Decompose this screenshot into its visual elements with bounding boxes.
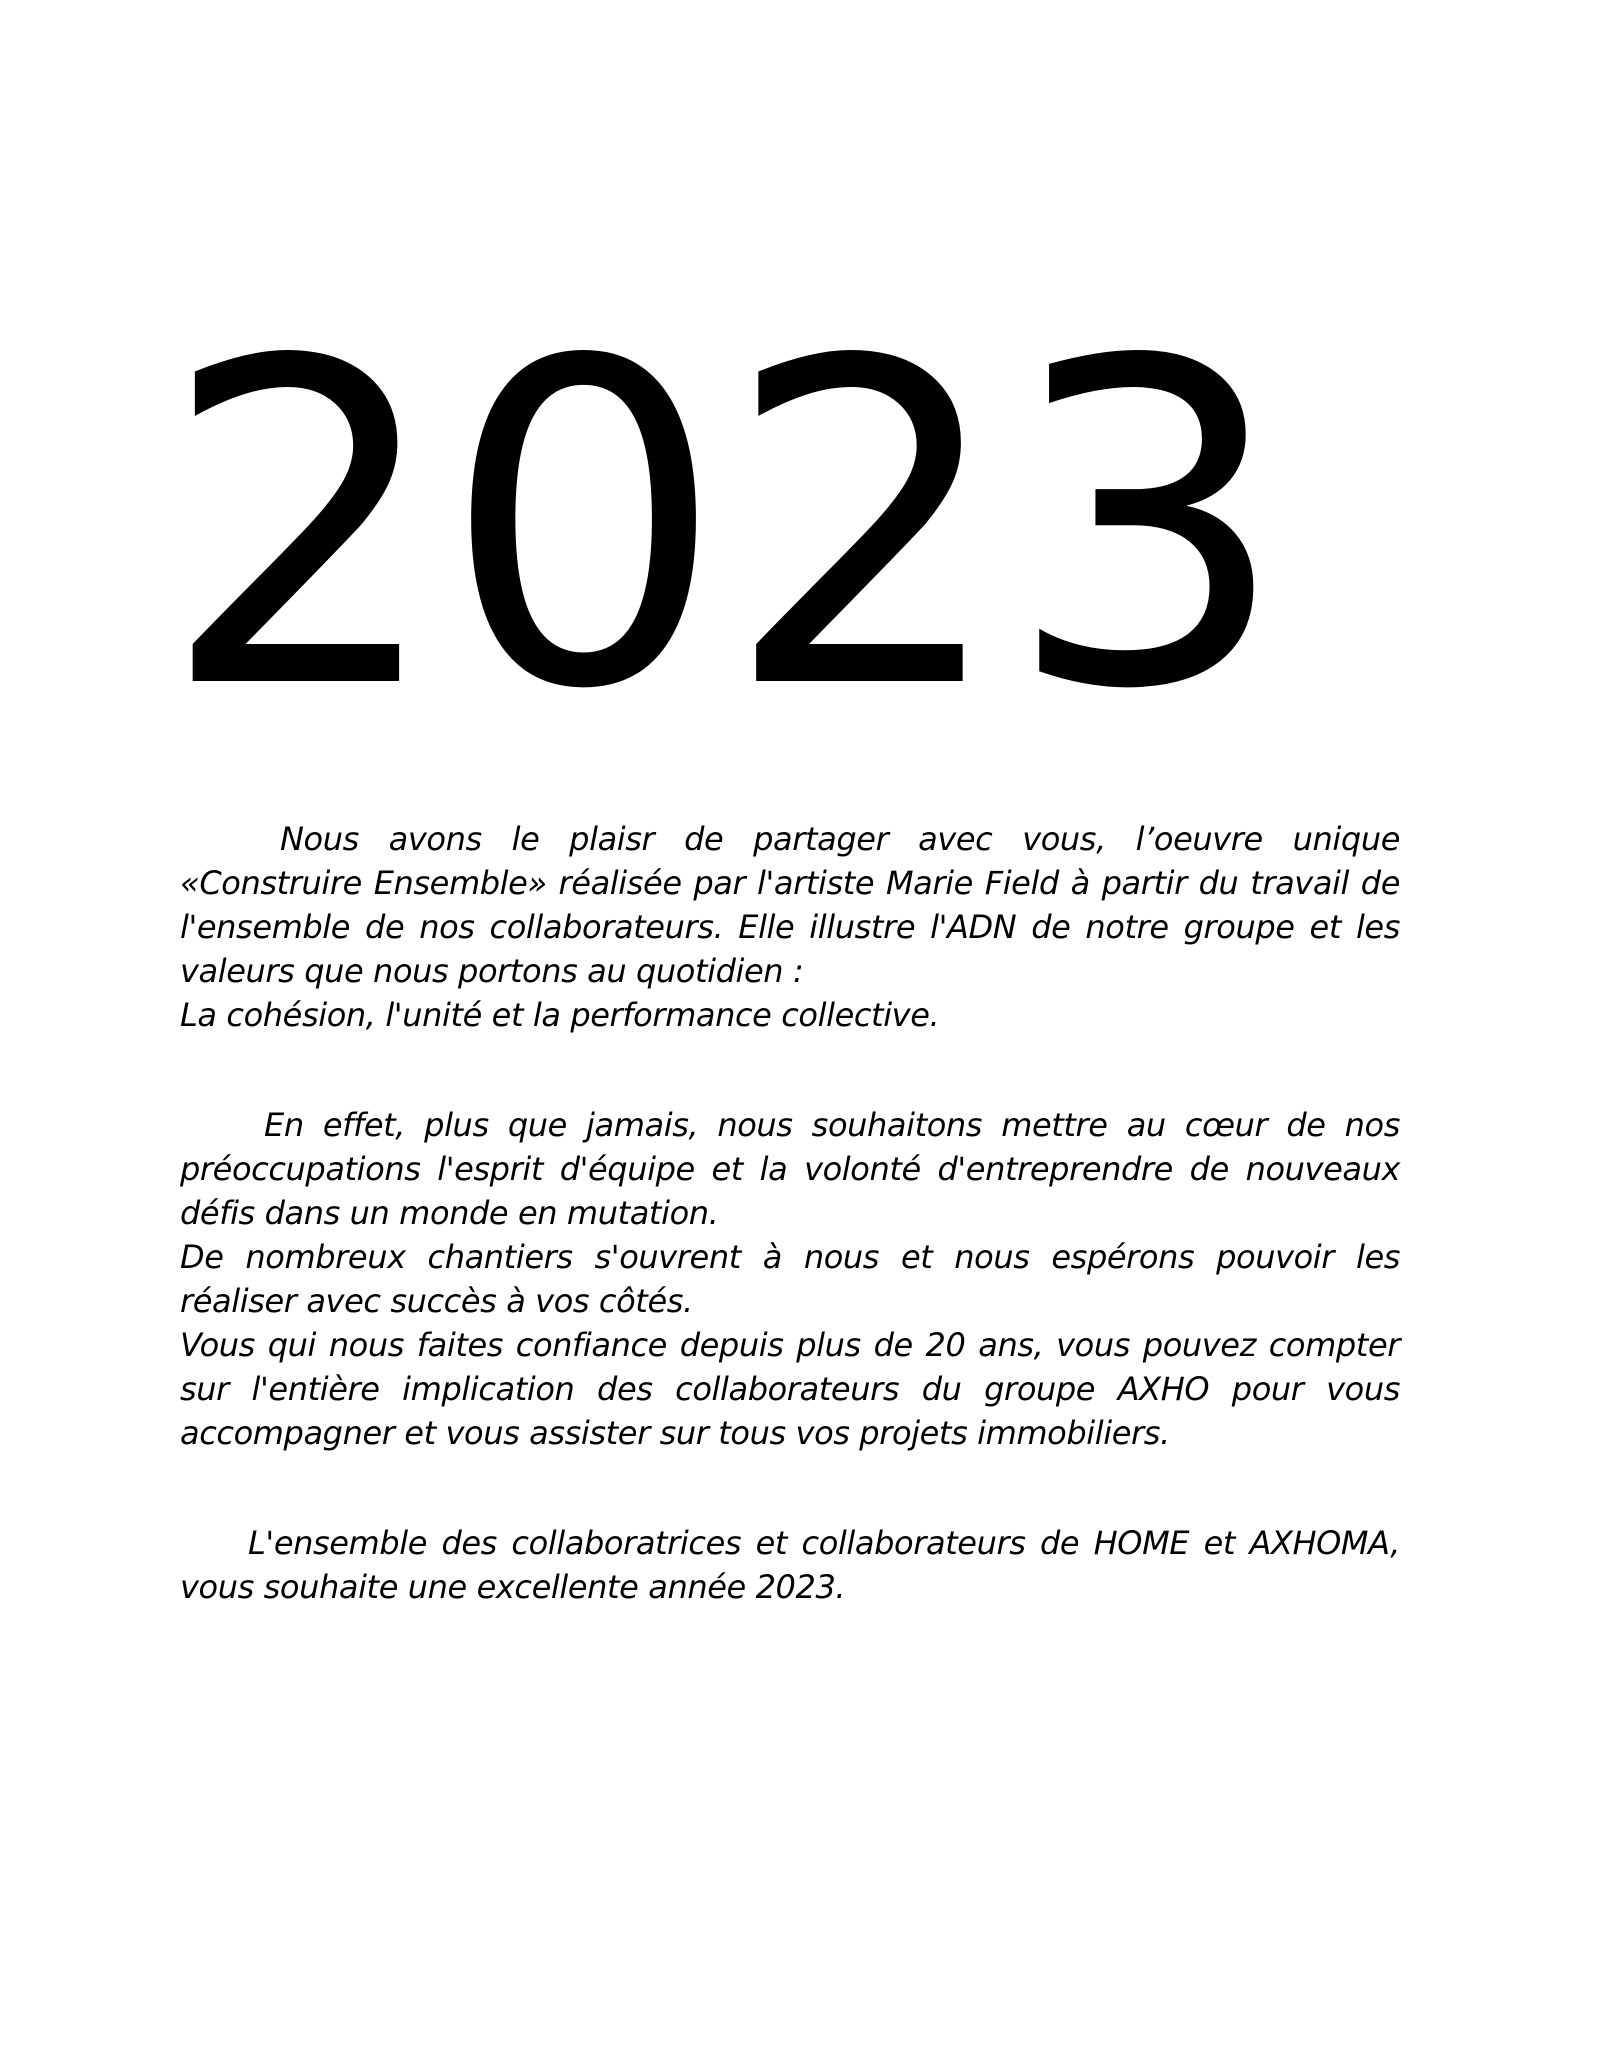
spacer (180, 1455, 1400, 1521)
year-heading: 2023 (160, 268, 1288, 787)
greeting-message (180, 817, 1400, 1609)
paragraph-trust: Vous qui nous faites confiance depuis plus de 20 ans, vous pouvez compter sur l'entière implication des collaborateurs du groupe AXHO pour vous accompagner et vous assister sur tous vos projets immobiliers. (180, 1326, 1400, 1452)
paragraph-team-spirit: En effet, plus que jamais, nous souhaitons mettre au cœur de nos préoccupations l'esprit d'équipe et la volonté d'entreprendre de nouveaux défis dans un monde en mutation. (180, 1106, 1400, 1232)
paragraph-wishes: L'ensemble des collaboratrices et collaborateurs de HOME et AXHOMA, vous souhaite une excellente année 2023. (180, 1524, 1400, 1606)
paragraph-values: La cohésion, l'unité et la performance collective. (180, 996, 940, 1034)
paragraph-projects: De nombreux chantiers s'ouvrent à nous et nous espérons pouvoir les réaliser avec succès à vos côtés. (180, 1238, 1400, 1320)
paragraph-artwork: Nous avons le plaisr de partager avec vous, l’oeuvre unique «Construire Ensemble» réalisée par l'artiste Marie Field à partir du travail de l'ensemble de nos collaborateurs. Elle illustre l'ADN de notre groupe et les valeurs que nous portons au quotidien : (180, 820, 1400, 990)
spacer (180, 1037, 1400, 1103)
